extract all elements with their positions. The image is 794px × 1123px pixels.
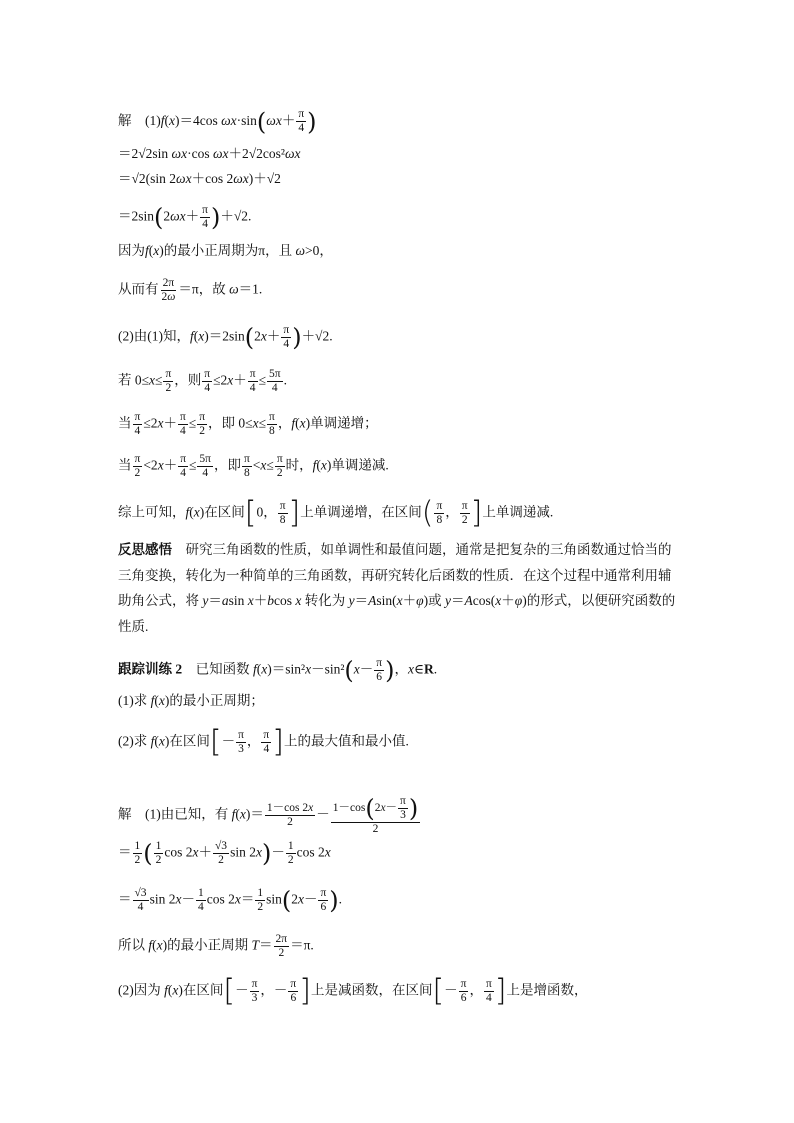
solution-line-2: ＝2√2sin ωx·cos ωx＋2√2cos²ωx [118,146,301,161]
solution2-line-4: 所以 f(x)的最小正周期 T＝ $\frac{2\pi}{2}$ ＝π. [118,933,314,959]
solution-line-5: 因为f(x)的最小正周期为π，且 ω>0， [118,243,333,258]
solution-line-4: ＝2sin(2ωx＋ $\frac{\pi}{4}$ )＋√2. [118,203,252,232]
solution-line-11: 综上可知，f(x)在区间[0， $\frac{\pi}{8}$ ]上单调递增，在区间( $\frac{\pi}{8}$ ， $\frac{\pi}{2}$ ]上单调递减. [118,495,554,531]
exercise-part-2: (2)求 f(x)在区间[－ $\frac{\pi}{3}$ ， $\frac{\pi}{4}$ ]上的最大值和最小值. [118,724,409,760]
math-text: 解 (1)f(x)＝4cos ωx·sin(ωx＋ $\frac{\pi}{4}$ ) [118,107,317,136]
reflection-paragraph: 反思感悟 研究三角函数的性质，如单调性和最值问题，通常是把复杂的三角函数通过恰当的三角变换，转化为一种简单的三角函数，再研究转化后函数的性质．在这个过程中通常利用辅助角公式，将 y＝asin x＋bcos x 转化为 y＝Asin(x＋φ)或 y＝Acos(x＋φ)的形式，以便研究函数的性质. [118,542,676,634]
solution2-line-3: ＝ $\frac{√3}{4}$ sin 2x－ $\frac{1}{4}$ cos 2x＝ $\frac{1}{2}$ sin(2x－ $\frac{\pi}{6}$ ). [118,886,343,915]
solution-line-10: 当 $\frac{\pi}{2}$ <2x＋ $\frac{\pi}{4}$ ≤ $\frac{5\pi}{4}$ ，即 $\frac{\pi}{8}$ <x≤ $\frac{\pi}{2}$ 时，f(x)单调递减. [118,453,389,479]
exercise-title: 跟踪训练 2 已知函数 f(x)＝sin²x－sin²(x－ $\frac{\pi}{6}$ )，x∈R. [118,656,438,685]
solution-line-6: 从而有 $\frac{2\pi}{2\omega}$ ＝π，故 ω＝1. [118,277,263,303]
solution2-line-5: (2)因为 f(x)在区间[－ $\frac{\pi}{3}$ ，－ $\frac{\pi}{6}$ ]上是减函数，在区间[－ $\frac{\pi}{6}$ ， $\frac{\pi}{4}$ ]上是增函数， [118,973,588,1009]
solution-line-3: ＝√2(sin 2ωx＋cos 2ωx)＋√2 [118,171,281,186]
solution-line-1 [118,108,317,135]
solution2-line-2: ＝ $\frac{1}{2}$ ( $\frac{1}{2}$ cos 2x＋ $\frac{√3}{2}$ sin 2x)－ $\frac{1}{2}$ cos 2x [118,839,331,868]
solution2-line-1: 解 (1)由已知，有 f(x)＝ $\frac{1-\cos 2x}{2}$ － 1－cos(2x－ $\frac{\pi}{3}$ ) 2 [118,794,419,835]
exercise-part-1: (1)求 f(x)的最小正周期； [118,693,264,708]
solution-line-8: 若 0≤x≤ $\frac{\pi}{2}$ ，则 $\frac{\pi}{4}$ ≤2x＋ $\frac{\pi}{4}$ ≤ $\frac{5\pi}{4}$ . [118,368,287,394]
solution-line-9: 当 $\frac{\pi}{4}$ ≤2x＋ $\frac{\pi}{4}$ ≤ $\frac{\pi}{2}$ ，即 0≤x≤ $\frac{\pi}{8}$ ，f(x)单调递增； [118,411,378,437]
solution-line-7: (2)由(1)知，f(x)＝2sin(2x＋ $\frac{\pi}{4}$ )＋√2. [118,323,333,352]
